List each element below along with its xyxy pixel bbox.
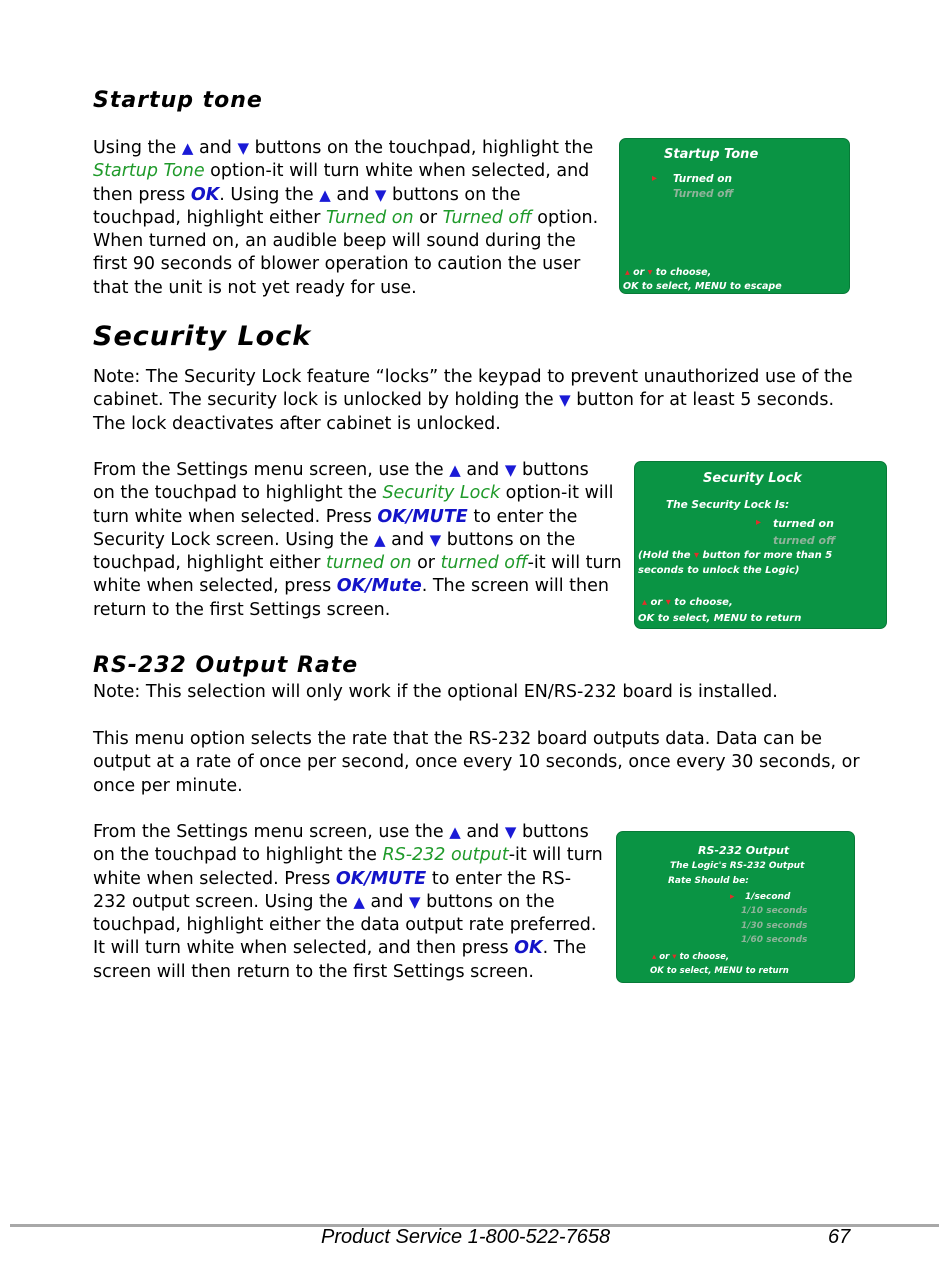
up-arrow-icon: ▲ [449,823,461,841]
text-line: When turned on, an audible beep will sound during the [93,231,576,252]
text-line: touchpad, highlight either Turned on or Turned off option. [93,207,599,228]
security-lock-paragraph [93,459,622,622]
up-arrow-icon: ▴ [652,952,657,962]
screen-title: Startup Tone [664,147,759,162]
screen-option: 1/30 seconds [741,921,808,931]
text-line: on the touchpad to highlight the RS-232 output-it will turn [93,845,603,866]
option-name: Turned on [326,207,414,228]
text-line: Note: This selection will only work if the optional EN/RS-232 board is installed. [93,682,778,702]
startup-tone-screen [619,138,850,294]
screen-option-off: Turned off [673,188,734,200]
screen-instruction: ▴ or ▾ to choose, [652,952,730,962]
text-line: white when selected, press OK/Mute. The screen will then [93,576,609,597]
down-arrow-icon: ▼ [409,892,421,911]
down-arrow-icon: ▼ [504,823,517,841]
up-arrow-icon: ▴ [625,267,630,278]
option-name: Turned off [442,207,532,228]
up-arrow-icon: ▲ [319,185,331,204]
text-line: that the unit is not yet ready for use. [93,277,417,298]
screen-title: RS-232 Output [698,844,790,857]
text-line: From the Settings menu screen, use the ▲ and ▼ buttons [93,460,589,480]
text-line: output at a rate of once per second, once every 10 seconds, once every 30 seconds, or [93,752,860,773]
text-line: Startup Tone option-it will turn white when selected, and [93,161,590,182]
text-line: cabinet. The security lock is unlocked by holding the ▼ button for at least 5 seconds. [93,390,835,411]
rs232-paragraph [93,821,603,984]
down-arrow-icon: ▼ [559,391,571,410]
up-arrow-icon: ▲ [181,139,194,157]
screen-option: 1/second [745,892,791,902]
text-line: turn white when selected. Press OK/MUTE to enter the [93,506,578,527]
down-arrow-icon: ▼ [429,530,442,549]
up-arrow-icon: ▲ [449,461,461,479]
button-name: OK/MUTE [377,506,468,527]
text-line: touchpad, highlight either turned on or turned off-it will turn [93,553,622,574]
screen-title: Security Lock [703,471,802,486]
page-number: 67 [828,1226,851,1248]
screen-instruction: OK to select, MENU to return [638,613,802,624]
screen-instruction: OK to select, MENU to escape [623,281,782,292]
option-name: turned on [326,553,412,574]
down-arrow-icon: ▾ [672,952,677,962]
rs232-output-screen [616,831,855,983]
up-arrow-icon: ▲ [374,530,386,549]
down-arrow-icon: ▾ [647,267,653,278]
selection-marker-icon: ▸ [756,517,762,528]
text-line: then press OK. Using the ▲ and ▼ buttons on the [93,184,521,205]
button-name: OK [514,938,543,959]
text-line: return to the first Settings screen. [93,599,391,620]
button-name: OK [190,184,220,205]
screen-option-on: Turned on [673,173,732,185]
screen-subtitle: The Logic's RS-232 Output [670,861,805,871]
text-line: touchpad, highlight either the data output rate preferred. [93,915,597,936]
screen-instruction: OK to select, MENU to return [650,966,789,976]
option-name: RS-232 output [382,845,509,866]
up-arrow-icon: ▲ [353,892,365,911]
text-line: The lock deactivates after cabinet is unlocked. [93,413,501,434]
screen-instruction: ▴ or ▾ to choose, [642,597,733,608]
section-title-security-lock: Security Lock [93,321,312,352]
rs232-note [93,681,778,704]
section-title-rs232: RS-232 Output Rate [93,653,359,678]
text-line: It will turn white when selected, and then press OK. The [93,938,587,959]
option-name: Security Lock [382,483,501,504]
screen-option: 1/10 seconds [741,906,808,916]
text-line: first 90 seconds of blower operation to caution the user [93,254,581,275]
security-lock-screen [634,461,887,629]
startup-tone-paragraph [93,137,598,300]
text-line: This menu option selects the rate that the RS-232 board outputs data. Data can be [93,729,823,749]
screen-hint: seconds to unlock the Logic) [638,565,800,576]
text-line: Note: The Security Lock feature “locks” the keypad to prevent unauthorized use of the [93,367,853,387]
option-name: Startup Tone [93,161,205,182]
screen-instruction: ▴ or ▾ to choose, [625,267,712,278]
text-line: screen will then return to the first Settings screen. [93,961,534,982]
screen-hint: (Hold the ▾ button for more than 5 [638,550,833,561]
screen-subtitle: Rate Should be: [668,876,749,886]
down-arrow-icon: ▾ [665,597,671,608]
text-line: white when selected. Press OK/MUTE to enter the RS- [93,868,572,889]
screen-option-on: turned on [773,517,834,530]
selection-marker-icon: ▸ [652,173,658,184]
down-arrow-icon: ▼ [237,139,249,157]
text-line: Security Lock screen. Using the ▲ and ▼ buttons on the [93,529,576,550]
screen-option-off: turned off [773,534,836,547]
screen-subtitle: The Security Lock Is: [666,499,790,511]
down-arrow-icon: ▼ [374,185,387,204]
button-name: OK/Mute [336,576,422,597]
selection-marker-icon: ▸ [730,892,735,902]
text-line: on the touchpad to highlight the Security Lock option-it will [93,483,614,504]
up-arrow-icon: ▴ [642,597,648,608]
text-line: once per minute. [93,775,243,796]
option-name: turned off [440,553,528,574]
screen-option: 1/60 seconds [741,935,808,945]
section-title-startup-tone: Startup tone [93,88,263,113]
footer-service-phone: Product Service 1-800-522-7658 [321,1226,611,1248]
button-name: OK/MUTE [335,868,427,889]
security-lock-note [93,366,853,436]
down-arrow-icon: ▼ [504,461,517,479]
text-line: 232 output screen. Using the ▲ and ▼ buttons on the [93,891,555,912]
down-arrow-icon: ▾ [694,550,700,561]
rs232-description [93,728,860,798]
text-line: From the Settings menu screen, use the ▲ and ▼ buttons [93,822,589,842]
text-line: Using the ▲ and ▼ buttons on the touchpad, highlight the [93,138,594,158]
